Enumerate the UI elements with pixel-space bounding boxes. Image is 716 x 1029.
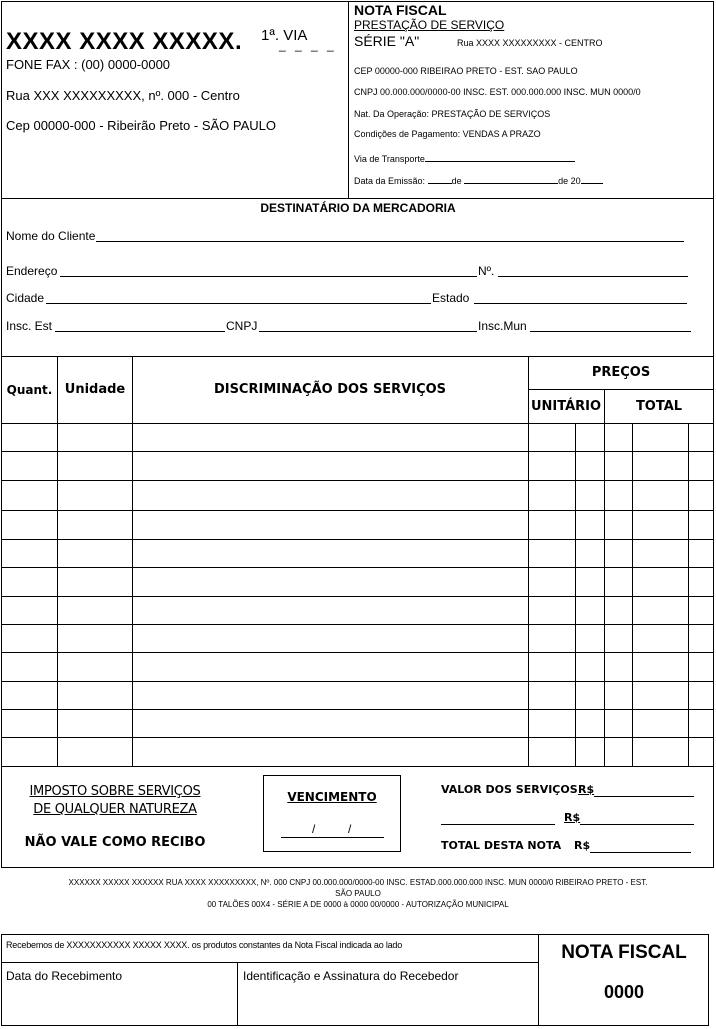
receipt-nota-fiscal-number: 0000	[603, 982, 645, 1002]
header-unidade: Unidade	[64, 382, 126, 397]
extra-value-field[interactable]	[580, 824, 694, 825]
company-cep-city: Cep 00000-000 - Ribeirão Preto - SÃO PAULO	[6, 118, 277, 133]
vencimento-slash-1: /	[312, 822, 316, 836]
fiscal-condicoes-pagamento: Condições de Pagamento: VENDAS A PRAZO	[354, 129, 541, 139]
data-emissao-month-field[interactable]	[464, 173, 558, 184]
table-row[interactable]	[1, 597, 713, 624]
fiscal-cnpj-line: CNPJ 00.000.000/0000-00 INSC. EST. 000.000.000 INSC. MUN 0000/0	[354, 87, 641, 97]
table-row[interactable]	[1, 738, 713, 766]
numero-field[interactable]	[498, 276, 688, 277]
estado-label: Estado	[432, 291, 470, 305]
table-row[interactable]	[1, 511, 713, 539]
data-emissao-de-text: de	[451, 176, 462, 186]
cidade-label: Cidade	[6, 291, 45, 305]
extra-description-field[interactable]	[441, 824, 555, 825]
header-quant: Quant.	[6, 383, 53, 397]
via-label: 1ª. VIA	[261, 27, 308, 44]
via-transporte-field[interactable]	[425, 151, 575, 162]
table-row[interactable]	[1, 568, 713, 596]
vencimento-label: VENCIMENTO	[287, 790, 377, 804]
data-emissao-year-prefix: de 20	[558, 176, 581, 186]
data-recebimento-label: Data do Recebimento	[6, 969, 123, 983]
assinatura-label: Identificação e Assinatura do Recebedor	[243, 969, 459, 983]
insc-mun-field[interactable]	[530, 331, 691, 332]
table-row[interactable]	[1, 653, 713, 681]
company-address: Rua XXX XXXXXXXXX, nº. 000 - Centro	[6, 88, 240, 103]
fiscal-title: NOTA FISCAL	[354, 2, 447, 18]
header-divider	[348, 1, 349, 199]
vencimento-box	[263, 775, 401, 852]
insc-mun-label: Insc.Mun	[478, 319, 527, 333]
valor-servicos-label: VALOR DOS SERVIÇOS	[441, 783, 578, 796]
total-nota-label: TOTAL DESTA NOTA	[441, 839, 562, 852]
fiscal-subtitle: PRESTAÇÃO DE SERVIÇO	[354, 18, 505, 32]
valor-servicos-currency: R$	[578, 783, 595, 796]
valor-servicos-field[interactable]	[594, 796, 694, 797]
insc-est-field[interactable]	[55, 331, 225, 332]
imposto-line2: DE QUALQUER NATUREZA	[33, 802, 197, 817]
vencimento-slash-2: /	[348, 822, 352, 836]
fiscal-nat-operacao: Nat. Da Operação: PRESTAÇÃO DE SERVIÇOS	[354, 109, 551, 119]
table-top-line	[1, 356, 714, 357]
table-row[interactable]	[1, 481, 713, 510]
data-emissao-label: Data da Emissão:	[354, 176, 426, 186]
cidade-field[interactable]	[46, 303, 431, 304]
endereco-field[interactable]	[60, 276, 477, 277]
numero-label: Nº.	[478, 264, 495, 278]
insc-est-label: Insc. Est	[6, 319, 53, 333]
header-unitario: UNITÁRIO	[530, 399, 602, 414]
company-phone: FONE FAX : (00) 0000-0000	[6, 57, 171, 72]
header-bottom-line	[1, 198, 714, 199]
company-name: XXXX XXXX XXXXX.	[6, 28, 243, 55]
data-recebimento-field[interactable]	[2, 985, 236, 1025]
table-row[interactable]	[1, 710, 713, 737]
assinatura-field[interactable]	[238, 985, 537, 1025]
recebemos-text: Recebemos de XXXXXXXXXXX XXXXX XXXX. os produtos constantes da Nota Fiscal indicada ao lado	[6, 940, 403, 950]
header-precos: PREÇOS	[591, 365, 651, 380]
via-transporte-label: Via de Transporte	[354, 154, 425, 164]
receipt-nota-fiscal-title: NOTA FISCAL	[561, 942, 687, 963]
table-bottom-line	[1, 766, 713, 767]
fiscal-data-emissao	[354, 173, 603, 186]
total-nota-currency: R$	[574, 839, 591, 852]
cnpj-label: CNPJ	[226, 319, 258, 333]
extra-value-currency: R$	[564, 811, 581, 824]
legal-text-line3: 00 TALÕES 00X4 - SÉRIE A DE 0000 à 0000 00/0000 - AUTORIZAÇÃO MUNICIPAL	[207, 900, 509, 909]
data-emissao-year-field[interactable]	[581, 173, 603, 184]
destinatario-title: DESTINATÁRIO DA MERCADORIA	[260, 201, 456, 215]
table-row[interactable]	[1, 540, 713, 567]
data-emissao-day-field[interactable]	[428, 173, 452, 184]
table-row[interactable]	[1, 625, 713, 652]
table-row[interactable]	[1, 424, 713, 451]
via-dashes: _ _ _ _	[279, 38, 337, 52]
legal-text-line2: SÃO PAULO	[335, 889, 381, 898]
table-row[interactable]	[1, 682, 713, 709]
total-nota-field[interactable]	[590, 852, 691, 853]
table-row[interactable]	[1, 452, 713, 480]
receipt-stub-row-line	[1, 962, 539, 963]
fiscal-via-transporte	[354, 151, 575, 164]
cnpj-field[interactable]	[259, 331, 477, 332]
estado-field[interactable]	[474, 303, 687, 304]
nome-cliente-field[interactable]	[96, 241, 684, 242]
endereco-label: Endereço	[6, 264, 58, 278]
precos-sub-line	[528, 389, 714, 390]
imposto-line1: IMPOSTO SOBRE SERVIÇOS	[29, 784, 201, 799]
header-discriminacao: DISCRIMINAÇÃO DOS SERVIÇOS	[213, 382, 447, 397]
fiscal-serie: SÉRIE "A"	[354, 33, 420, 49]
nao-vale-recibo: NÃO VALE COMO RECIBO	[24, 835, 206, 850]
fiscal-cep-line: CEP 00000-000 RIBEIRAO PRETO - EST. SAO PAULO	[354, 66, 578, 76]
vencimento-date-field[interactable]	[281, 837, 384, 838]
legal-text-line1: XXXXXX XXXXX XXXXXX RUA XXXX XXXXXXXXX, Nº. 000 CNPJ 00.000.000/0000-00 INSC. ESTAD.000.000.000 INSC. MUN 0000/0 RIBEIRAO PRETO - EST.	[68, 878, 648, 887]
nome-cliente-label: Nome do Cliente	[6, 229, 96, 243]
header-total: TOTAL	[635, 399, 683, 414]
fiscal-street: Rua XXXX XXXXXXXXX - CENTRO	[457, 38, 603, 48]
